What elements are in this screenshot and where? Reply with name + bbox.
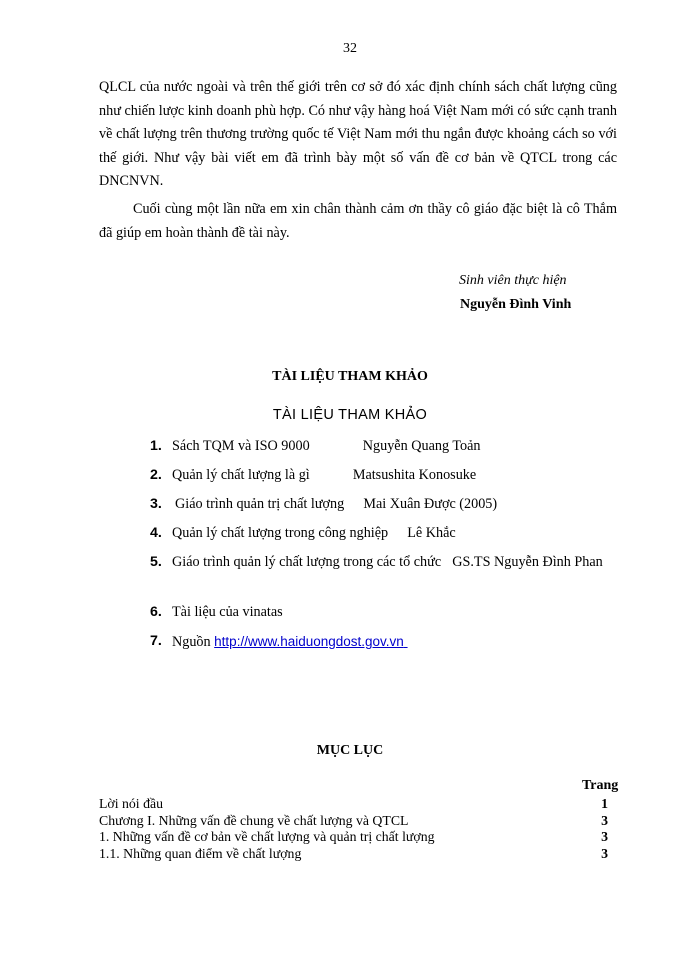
references-heading-repeat: TÀI LIỆU THAM KHẢO — [272, 407, 428, 423]
reference-number: 2. — [150, 467, 162, 483]
toc-row-page: 3 — [601, 845, 608, 861]
thanks-paragraph-text: Cuối cùng một lần nữa em xin chân thành cảm ơn thầy cô giáo đặc biệt là cô Thắm đã giúp em hoàn thành đề tài này. — [99, 201, 617, 241]
toc-page-column-label: Trang — [582, 778, 619, 793]
reference-number: 1. — [150, 438, 162, 454]
reference-item — [150, 494, 610, 523]
reference-title: Nguồn — [172, 634, 211, 650]
reference-title: Sách TQM và ISO 9000 — [172, 438, 310, 454]
reference-item — [150, 602, 610, 631]
reference-item — [150, 436, 610, 465]
toc-row-title: Lời nói đầu — [99, 796, 164, 811]
toc-row-page: 1 — [601, 796, 608, 811]
reference-item — [150, 465, 610, 494]
reference-author: Lê Khắc — [407, 525, 456, 541]
reference-number: 5. — [150, 554, 162, 570]
reference-number: 6. — [150, 604, 162, 620]
reference-item — [150, 523, 610, 552]
reference-link[interactable]: http://www.haiduongdost.gov.vn — [214, 634, 404, 649]
reference-author: Nguyễn Quang Toản — [362, 438, 481, 454]
reference-number: 4. — [150, 525, 162, 541]
reference-list — [150, 436, 610, 660]
closing-paragraph: QLCL của nước ngoài và trên thế giới trên cơ sở đó xác định chính sách chất lượng cũng như chiến lược kinh doanh phù hợp. Có như vậy hàng hoá Việt Nam mới có sức cạnh tranh về chất lượng trên thương trường quốc tế Việt Nam mới thu ngắn được khoảng cách so với thế giới. Như vậy bài viết em đã trình bày một số vấn đề cơ bản về QTCL trong các DNCNVN. — [99, 79, 617, 189]
reference-number: 7. — [150, 633, 162, 649]
toc-row — [99, 846, 614, 863]
reference-item — [150, 552, 610, 602]
toc-row-page: 3 — [601, 812, 608, 828]
reference-title: Giáo trình quản lý chất lượng trong các tổ chức — [172, 554, 442, 570]
toc-heading: MỤC LỤC — [316, 743, 384, 758]
page-number: 32 — [343, 41, 357, 56]
reference-title: Tài liệu của vinatas — [172, 604, 283, 620]
reference-title: Giáo trình quản trị chất lượng — [175, 496, 345, 512]
toc-row — [99, 829, 614, 846]
thanks-paragraph — [99, 198, 617, 245]
reference-author: GS.TS Nguyễn Đình Phan — [452, 554, 603, 570]
toc-row — [99, 813, 614, 830]
toc-row-title: 1.1. Những quan điểm về chất lượng — [99, 845, 302, 861]
reference-link-underline — [404, 631, 418, 652]
reference-number: 3. — [150, 496, 162, 512]
toc-row — [99, 796, 614, 813]
references-heading: TÀI LIỆU THAM KHẢO — [272, 369, 428, 384]
toc-row-title: 1. Những vấn đề cơ bản về chất lượng và quản trị chất lượng — [99, 829, 435, 844]
table-of-contents — [99, 796, 614, 862]
reference-author: Matsushita Konosuke — [352, 467, 477, 483]
signature-name: Nguyễn Đình Vinh — [460, 297, 572, 312]
reference-title: Quản lý chất lượng là gì — [172, 467, 310, 483]
reference-author: Mai Xuân Được (2005) — [363, 496, 498, 512]
toc-row-page: 3 — [601, 829, 608, 844]
signature-role: Sinh viên thực hiện — [459, 273, 567, 288]
toc-row-title: Chương I. Những vấn đề chung về chất lượng và QTCL — [99, 812, 409, 828]
reference-title: Quản lý chất lượng trong công nghiệp — [172, 525, 389, 541]
reference-item — [150, 631, 610, 660]
